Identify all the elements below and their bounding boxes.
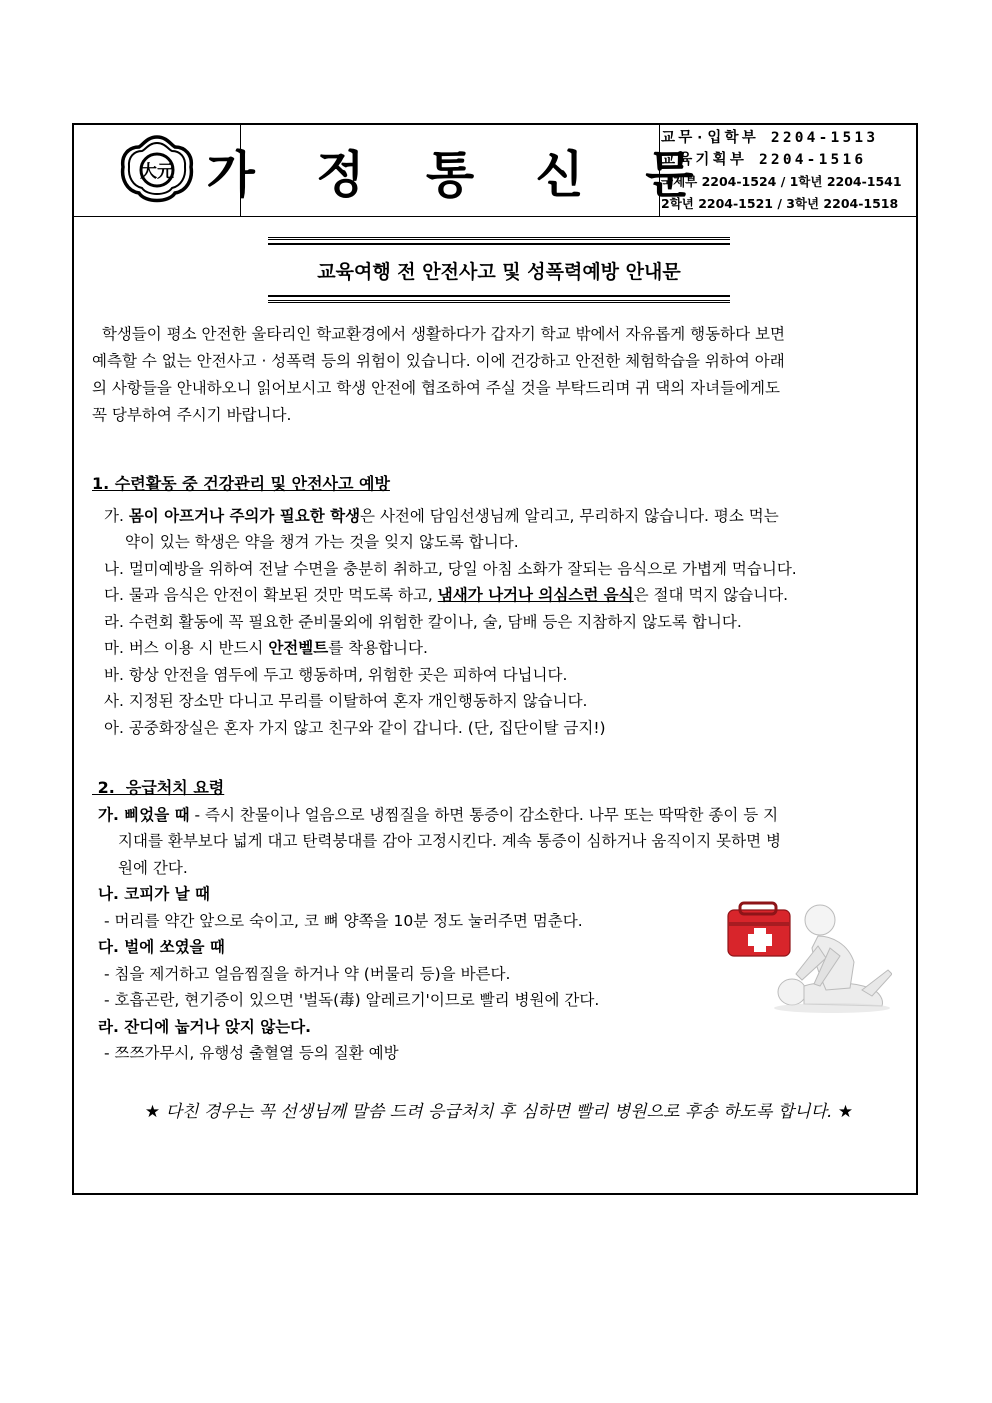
item-text: 은 절대 먹지 않습니다. <box>633 586 789 604</box>
section2-item-na-head: 나. 코피가 날 때 <box>98 885 210 903</box>
item-text: 다. 물과 음식은 안전이 확보된 것만 먹도록 하고, <box>104 586 438 604</box>
section2-item-na-text: - 머리를 약간 앞으로 숙이고, 코 뼈 양쪽을 10분 정도 눌러주면 멈춘다. <box>104 912 583 930</box>
first-aid-illustration <box>722 900 892 1015</box>
section1-item-ra: 라. 수련회 활동에 꼭 필요한 준비물외에 위험한 칼이나, 술, 담배 등은 지참하지 않도록 합니다. <box>104 613 742 631</box>
contact-line: 2학년 2204-1521 / 3학년 2204-1518 <box>661 196 899 211</box>
section2-item-da-text: - 호흡곤란, 현기증이 있으면 '벌독(毒) 알레르기'이므로 빨리 병원에 간다. <box>104 991 600 1009</box>
section1-heading: 1. 수련활동 중 건강관리 및 안전사고 예방 <box>92 474 390 493</box>
school-emblem-icon <box>119 135 195 207</box>
intro-line: 예측할 수 없는 안전사고 · 성폭력 등의 위험이 있습니다. 이에 건강하고 안전한 체험학습을 위하여 아래 <box>92 352 785 370</box>
item-bold: 몸이 아프거나 주의가 필요한 학생 <box>128 507 361 525</box>
section2-item-ra-head: 라. 잔디에 눕거나 앉지 않는다. <box>98 1018 312 1036</box>
contact-line: 교육기획부 2204-1516 <box>661 152 867 168</box>
item-bold: 가. 삐었을 때 <box>98 806 190 824</box>
item-bold: 안전벨트 <box>268 639 329 657</box>
section1-item-ba: 바. 항상 안전을 염두에 두고 행동하며, 위험한 곳은 피하여 다닙니다. <box>104 666 568 684</box>
intro-line: 학생들이 평소 안전한 울타리인 학교환경에서 생활하다가 갑자기 학교 밖에서 자유롭게 행동하다 보면 <box>92 325 785 343</box>
document-subtitle: 교육여행 전 안전사고 및 성폭력예방 안내문 <box>317 260 681 283</box>
section2-item-ra-text: - 쯔쯔가무시, 유행성 출혈열 등의 질환 예방 <box>104 1044 399 1062</box>
contact-line: 국제부 2204-1524 / 1학년 2204-1541 <box>661 174 902 189</box>
logo-text: 大元 <box>140 162 174 182</box>
section1-item-da <box>104 582 788 609</box>
item-text: - 즉시 찬물이나 얼음으로 냉찜질을 하면 통증이 감소한다. 나무 또는 딱딱한 종이 등 지 <box>189 806 779 824</box>
title-cell <box>206 125 716 216</box>
item-text: 를 착용합니다. <box>328 639 428 657</box>
page-title: 가 정 통 신 문 <box>206 145 716 204</box>
item-text: 마. 버스 이용 시 반드시 <box>104 639 269 657</box>
section1-item-ga <box>104 503 779 530</box>
section1-item-ma <box>104 635 428 662</box>
item-prefix: 가. <box>104 507 129 525</box>
intro-line: 의 사항들을 안내하오니 읽어보시고 학생 안전에 협조하여 주실 것을 부탁드리며 귀 댁의 자녀들에게도 <box>92 379 780 397</box>
section1-item-na: 나. 멀미예방을 위하여 전날 수면을 충분히 취하고, 당일 아침 소화가 잘되는 음식으로 가볍게 먹습니다. <box>104 560 797 578</box>
section2-item-ga-cont: 지대를 환부보다 넓게 대고 탄력붕대를 감아 고정시킨다. 계속 통증이 심하거나 움직이지 못하면 병 <box>118 832 781 850</box>
item-text: 은 사전에 담임선생님께 알리고, 무리하지 않습니다. 평소 먹는 <box>360 507 779 525</box>
intro-line: 꼭 당부하여 주시기 바랍니다. <box>92 406 292 424</box>
subtitle-box <box>268 237 730 303</box>
section2-item-da-head: 다. 벌에 쏘였을 때 <box>98 938 225 956</box>
section2-heading: 2. 응급처치 요령 <box>92 778 225 797</box>
item-underlined: 냄새가 나거나 의심스런 음식 <box>437 586 634 604</box>
contact-line: 교무·입학부 2204-1513 <box>661 130 879 146</box>
section2-item-da-text: - 침을 제거하고 얼음찜질을 하거나 약 (버물리 등)을 바른다. <box>104 965 511 983</box>
notice-frame <box>72 123 918 1195</box>
section2-item-ga-cont: 원에 간다. <box>118 859 188 877</box>
header <box>74 125 916 217</box>
section1-item-a: 아. 공중화장실은 혼자 가지 않고 친구와 같이 갑니다. (단, 집단이탈 금지!) <box>104 719 606 737</box>
section2-item-ga <box>98 802 778 829</box>
contact-cell <box>661 127 919 215</box>
section1-item-ga-cont: 약이 있는 학생은 약을 챙겨 가는 것을 잊지 않도록 합니다. <box>125 533 519 551</box>
intro-paragraph <box>92 321 904 429</box>
section1-item-sa: 사. 지정된 장소만 다니고 무리를 이탈하여 혼자 개인행동하지 않습니다. <box>104 692 588 710</box>
closing-note: ★ 다친 경우는 꼭 선생님께 말씀 드려 응급처치 후 심하면 빨리 병원으로 후송 하도록 합니다. ★ <box>144 1102 854 1122</box>
